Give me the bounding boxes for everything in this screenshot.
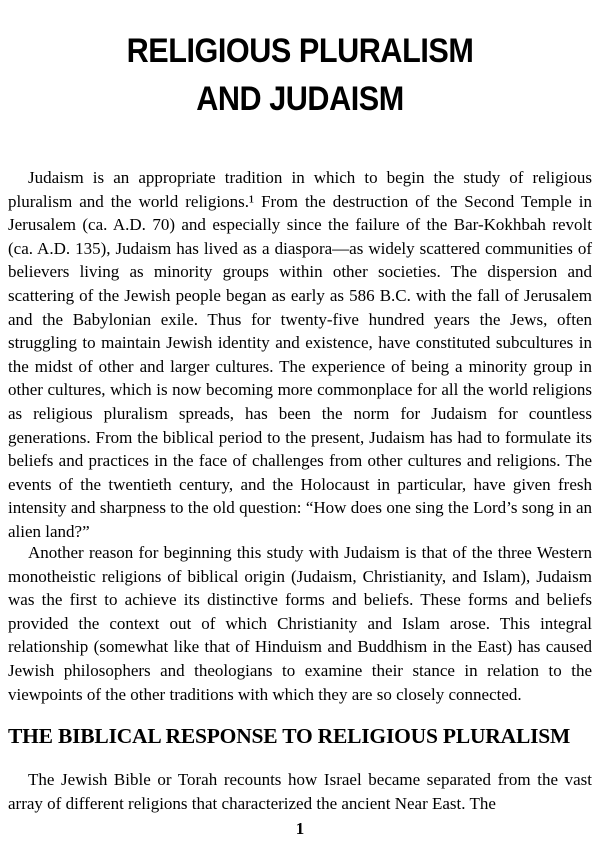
section-heading: THE BIBLICAL RESPONSE TO RELIGIOUS PLURALISM bbox=[8, 724, 571, 748]
chapter-title bbox=[30, 27, 570, 123]
paragraph-intro: Judaism is an appropriate tradition in which to begin the study of religious pluralism and the world religions.¹ From the destruction of the Second Temple in Jerusalem (ca. A.D. 70) and especially since the failure of the Bar-Kokhbah revolt (ca. A.D. 135), Judaism has lived as a diaspora—as widely scattered communities of believers living as minority groups within other societies. The dispersion and scattering of the Jewish people began as early as 586 B.C. with the fall of Jerusalem and the Babylonian exile. Thus for twenty-five hundred years the Jews, often struggling to maintain Jewish identity and existence, have constituted subcultures in the midst of other and larger cultures. The experience of being a minority group in other cultures, which is now becoming more commonplace for all the world religions as religious pluralism spreads, has been the norm for Judaism for countless generations. From the biblical period to the present, Judaism has had to formulate its beliefs and practices in the face of challenges from other cultures and religions. The events of the twentieth century, and the Holocaust in particular, have given fresh intensity and sharpness to the old question: “How does one sing the Lord’s song in an alien land?” bbox=[8, 168, 592, 541]
chapter-title-line-1: RELIGIOUS PLURALISM bbox=[126, 31, 474, 70]
chapter-title-line-2: AND JUDAISM bbox=[196, 79, 404, 118]
paragraph-section-start: The Jewish Bible or Torah recounts how Israel became separated from the vast array of different religions that characterized the ancient Near East. The bbox=[8, 770, 592, 813]
page-number: 1 bbox=[295, 819, 305, 838]
paragraph-second: Another reason for beginning this study with Judaism is that of the three Western monotheistic religions of biblical origin (Judaism, Christianity, and Islam), Judaism was the first to achieve its distinctive forms and beliefs. These forms and beliefs provided the context out of which Christianity and Islam arose. This integral relationship (somewhat like that of Hinduism and Buddhism in the East) has caused Jewish philosophers and theologians to examine their stance in relation to the viewpoints of the other traditions with which they are so closely connected. bbox=[8, 543, 592, 704]
